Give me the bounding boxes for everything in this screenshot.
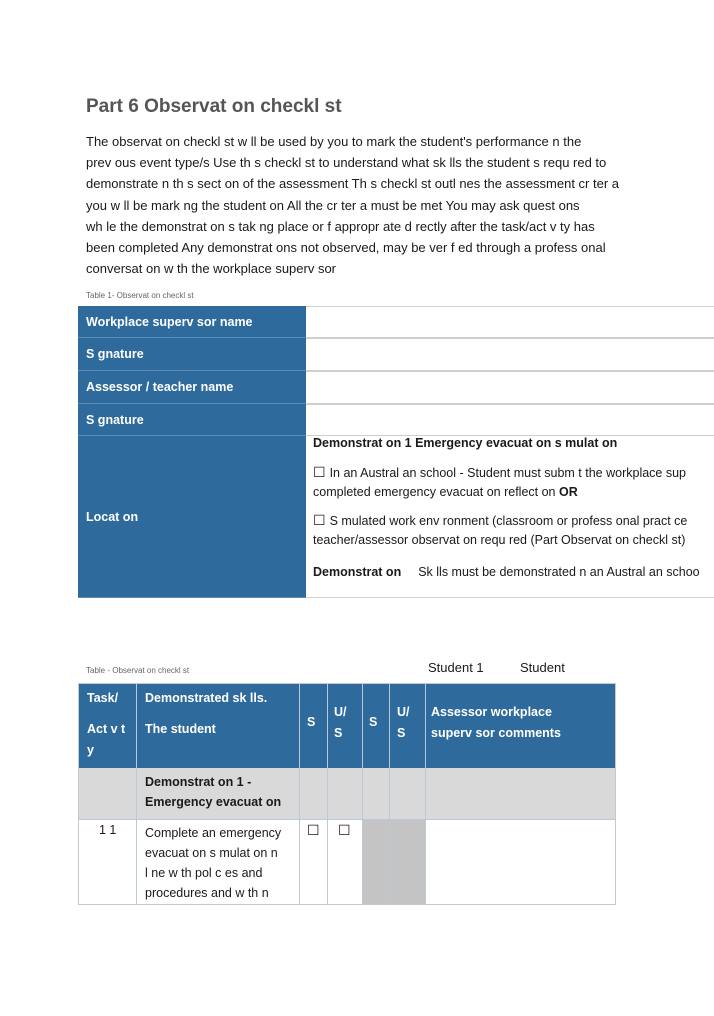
table1-caption: Table 1- Observat on checkl st bbox=[86, 291, 194, 300]
row-divider bbox=[79, 819, 615, 820]
option-text: S mulated work env ronment (classroom or profess onal pract ce bbox=[329, 514, 688, 528]
note-text: Sk lls must be demonstrated n an Austral an schoo bbox=[418, 565, 700, 579]
note-label: Demonstrat on bbox=[313, 565, 402, 579]
disabled-cell bbox=[389, 819, 425, 904]
section-title: Demonstrat on 1 - Emergency evacuat on bbox=[145, 775, 282, 809]
satisfactory-checkbox[interactable]: ☐ bbox=[307, 822, 320, 838]
us-header-student1: U/ S bbox=[334, 705, 347, 740]
table-row bbox=[78, 404, 714, 436]
table-row bbox=[78, 306, 714, 338]
column-divider bbox=[425, 684, 426, 904]
column-divider bbox=[327, 684, 328, 904]
table-row bbox=[79, 819, 615, 904]
table2-caption: Table - Observat on checkl st bbox=[86, 666, 190, 675]
row-label: S gnature bbox=[78, 338, 306, 371]
table-header bbox=[79, 684, 615, 768]
demonstration-note bbox=[313, 565, 700, 579]
us-header-student2: U/ S bbox=[397, 705, 410, 740]
supervisor-name-field[interactable] bbox=[306, 306, 714, 338]
location-option-simulated bbox=[313, 512, 687, 529]
table-row bbox=[78, 436, 714, 598]
task-number: 1 1 bbox=[99, 823, 117, 837]
row-label: Locat on bbox=[78, 436, 306, 598]
student2-label: Student bbox=[520, 660, 565, 675]
observation-checklist-table bbox=[78, 683, 616, 905]
demonstration-heading: Demonstrat on 1 Emergency evacuat on s mulat on bbox=[313, 436, 618, 450]
row-label: Assessor / teacher name bbox=[78, 371, 306, 404]
task-header: Task/ Act v t y bbox=[87, 691, 126, 757]
assessor-name-field[interactable] bbox=[306, 371, 714, 404]
table-row bbox=[78, 338, 714, 371]
disabled-cell bbox=[362, 819, 389, 904]
s-header-student2: S bbox=[369, 715, 378, 729]
skill-description: Complete an emergency evacuat on s mulat on n l ne w th pol c es and procedures and w th n bbox=[145, 826, 282, 900]
s-header-student1: S bbox=[307, 715, 316, 729]
or-label: OR bbox=[558, 485, 578, 499]
option-text: completed emergency evacuat on reflect on bbox=[313, 485, 559, 499]
intro-line: you w ll be mark ng the student on All the cr ter a must be met You may ask quest ons bbox=[86, 197, 580, 213]
section-row bbox=[79, 768, 615, 819]
table-row bbox=[78, 371, 714, 404]
column-divider bbox=[362, 684, 363, 904]
intro-line: demonstrate n th s sect on of the assessment Th s checkl st outl nes the assessment cr ter a bbox=[86, 176, 620, 192]
intro-line: conversat on w th the workplace superv sor bbox=[86, 261, 337, 277]
comments-header: Assessor workplace superv sor comments bbox=[431, 705, 561, 740]
intro-line: wh le the demonstrat on s tak ng place or f appropr ate d rectly after the task/act v ty has bbox=[86, 218, 595, 234]
option-continuation bbox=[313, 485, 578, 499]
row-label: S gnature bbox=[78, 404, 306, 436]
intro-paragraph bbox=[86, 131, 686, 279]
skills-header: Demonstrated sk lls. The student bbox=[145, 691, 268, 736]
column-divider bbox=[136, 684, 137, 904]
checkbox-icon[interactable]: ☐ bbox=[313, 464, 326, 480]
option-continuation: teacher/assessor observat on requ red (Part Observat on checkl st) bbox=[313, 533, 686, 547]
checkbox-icon[interactable]: ☐ bbox=[313, 512, 326, 528]
column-divider bbox=[299, 684, 300, 904]
assessor-signature-field[interactable] bbox=[306, 404, 714, 436]
location-option-school bbox=[313, 464, 686, 481]
supervisor-signature-field[interactable] bbox=[306, 338, 714, 371]
column-divider bbox=[389, 684, 390, 904]
intro-line: The observat on checkl st w ll be used by you to mark the student's performance n the bbox=[86, 134, 582, 149]
page-title: Part 6 Observat on checkl st bbox=[86, 96, 342, 117]
intro-line: been completed Any demonstrat ons not observed, may be ver f ed through a profess onal bbox=[86, 240, 606, 256]
student1-label: Student 1 bbox=[428, 660, 484, 675]
intro-line: prev ous event type/s Use th s checkl st to understand what sk lls the student s requ red to bbox=[86, 155, 607, 171]
option-text: In an Austral an school - Student must subm t the workplace sup bbox=[329, 466, 687, 480]
location-cell bbox=[306, 436, 714, 598]
unsatisfactory-checkbox[interactable]: ☐ bbox=[338, 822, 351, 838]
row-label: Workplace superv sor name bbox=[78, 306, 306, 338]
observation-info-table bbox=[78, 306, 714, 598]
